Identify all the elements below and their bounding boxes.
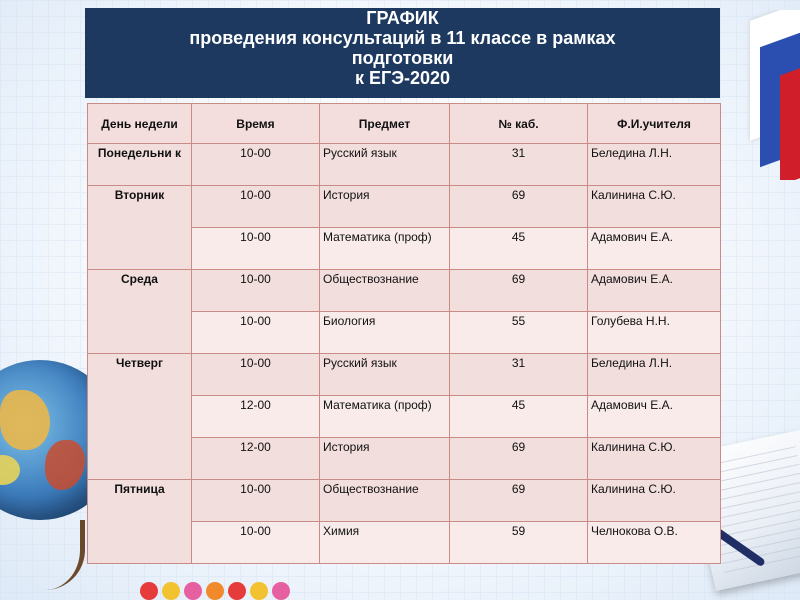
column-header-room: № каб.: [450, 104, 588, 144]
column-header-time: Время: [192, 104, 320, 144]
teacher-cell: Беледина Л.Н.: [588, 354, 721, 396]
subject-cell: Математика (проф): [320, 396, 450, 438]
day-cell: Пятница: [88, 480, 192, 564]
room-cell: 45: [450, 228, 588, 270]
room-cell: 59: [450, 522, 588, 564]
table-row: [88, 270, 721, 312]
day-cell: Понедельни к: [88, 144, 192, 186]
subject-cell: Обществознание: [320, 480, 450, 522]
subject-cell: Биология: [320, 312, 450, 354]
subject-cell: Математика (проф): [320, 228, 450, 270]
teacher-cell: Адамович Е.А.: [588, 270, 721, 312]
room-cell: 69: [450, 270, 588, 312]
teacher-cell: Калинина С.Ю.: [588, 186, 721, 228]
teacher-cell: Калинина С.Ю.: [588, 438, 721, 480]
subject-cell: История: [320, 438, 450, 480]
table-row: [88, 480, 721, 522]
teacher-cell: Адамович Е.А.: [588, 396, 721, 438]
day-cell: Четверг: [88, 354, 192, 480]
subject-cell: Химия: [320, 522, 450, 564]
time-cell: 10-00: [192, 480, 320, 522]
russian-flag-ribbon: [720, 10, 800, 180]
teacher-cell: Беледина Л.Н.: [588, 144, 721, 186]
table-row: [88, 186, 721, 228]
title-banner: [85, 8, 720, 98]
time-cell: 10-00: [192, 186, 320, 228]
time-cell: 12-00: [192, 438, 320, 480]
day-cell: Среда: [88, 270, 192, 354]
subject-cell: История: [320, 186, 450, 228]
time-cell: 10-00: [192, 228, 320, 270]
time-cell: 10-00: [192, 144, 320, 186]
title-line-1: ГРАФИК: [366, 8, 439, 28]
title-line-3: подготовки: [351, 48, 454, 68]
teacher-cell: Адамович Е.А.: [588, 228, 721, 270]
room-cell: 69: [450, 438, 588, 480]
time-cell: 10-00: [192, 270, 320, 312]
room-cell: 69: [450, 480, 588, 522]
teacher-cell: Голубева Н.Н.: [588, 312, 721, 354]
table-header-row: [88, 104, 721, 144]
teacher-cell: Калинина С.Ю.: [588, 480, 721, 522]
teacher-cell: Челнокова О.В.: [588, 522, 721, 564]
subject-cell: Обществознание: [320, 270, 450, 312]
table-row: [88, 354, 721, 396]
time-cell: 10-00: [192, 312, 320, 354]
room-cell: 45: [450, 396, 588, 438]
room-cell: 31: [450, 144, 588, 186]
day-cell: Вторник: [88, 186, 192, 270]
subject-cell: Русский язык: [320, 144, 450, 186]
time-cell: 10-00: [192, 522, 320, 564]
table-row: [88, 144, 721, 186]
flowers-image: [140, 572, 300, 600]
schedule-table: [87, 103, 721, 564]
time-cell: 10-00: [192, 354, 320, 396]
title-line-2: проведения консультаций в 11 классе в рамках: [189, 28, 616, 48]
column-header-subject: Предмет: [320, 104, 450, 144]
room-cell: 69: [450, 186, 588, 228]
column-header-day: День недели: [88, 104, 192, 144]
title-line-4: к ЕГЭ-2020: [354, 68, 451, 88]
column-header-teacher: Ф.И.учителя: [588, 104, 721, 144]
room-cell: 31: [450, 354, 588, 396]
room-cell: 55: [450, 312, 588, 354]
time-cell: 12-00: [192, 396, 320, 438]
subject-cell: Русский язык: [320, 354, 450, 396]
